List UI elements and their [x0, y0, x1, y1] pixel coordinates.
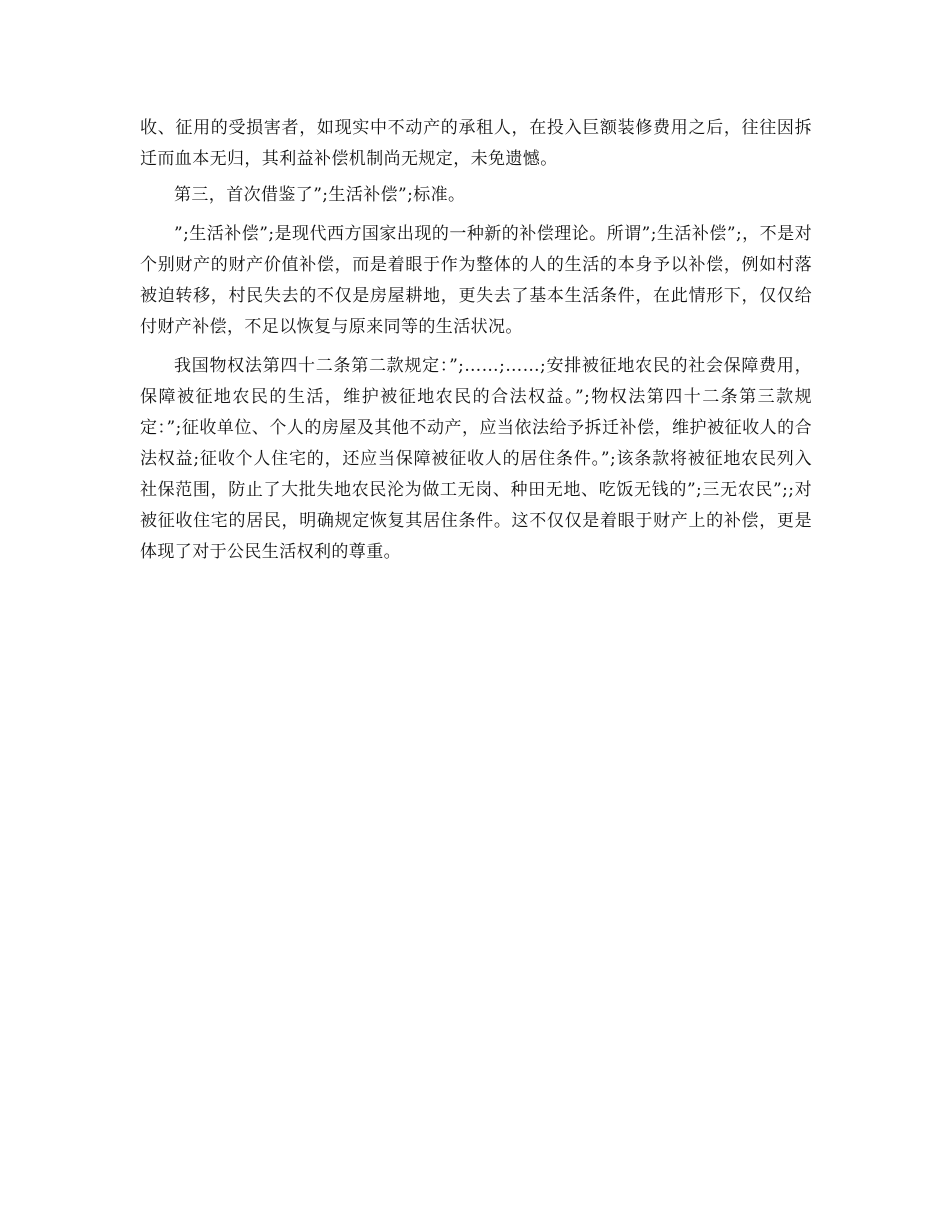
- paragraph-property-law: 我国物权法第四十二条第二款规定：”;……;……;安排被征地农民的社会保障费用，保障被征地农民的生活，维护被征地农民的合法权益。”;物权法第四十二条第三款规定：”;征收单位、个人的房屋及其他不动产，应当依法给予拆迁补偿，维护被征收人的合法权益;征收个人住宅的，还应当保障被征收人的居住条件。”;该条款将被征地农民列入社保范围，防止了大批失地农民沦为做工无岗、种田无地、吃饭无钱的”;三无农民”;;对被征收住宅的居民，明确规定恢复其居住条件。这不仅仅是着眼于财产上的补偿，更是体现了对于公民生活权利的尊重。: [140, 356, 812, 562]
- document-body: [140, 113, 812, 576]
- paragraph-continuation: 收、征用的受损害者，如现实中不动产的承租人，在投入巨额装修费用之后，往往因拆迁而血本无归，其利益补偿机制尚无规定，未免遗憾。: [140, 118, 812, 169]
- paragraph-living-compensation: ”;生活补偿”;是现代西方国家出现的一种新的补偿理论。所谓”;生活补偿”;，不是对个别财产的财产价值补偿，而是着眼于作为整体的人的生活的本身予以补偿，例如村落被迫转移，村民失去的不仅是房屋耕地，更失去了基本生活条件，在此情形下，仅仅给付财产补偿，不足以恢复与原来同等的生活状况。: [140, 224, 812, 337]
- paragraph-third-point: 第三，首次借鉴了”;生活补偿”;标准。: [174, 185, 466, 205]
